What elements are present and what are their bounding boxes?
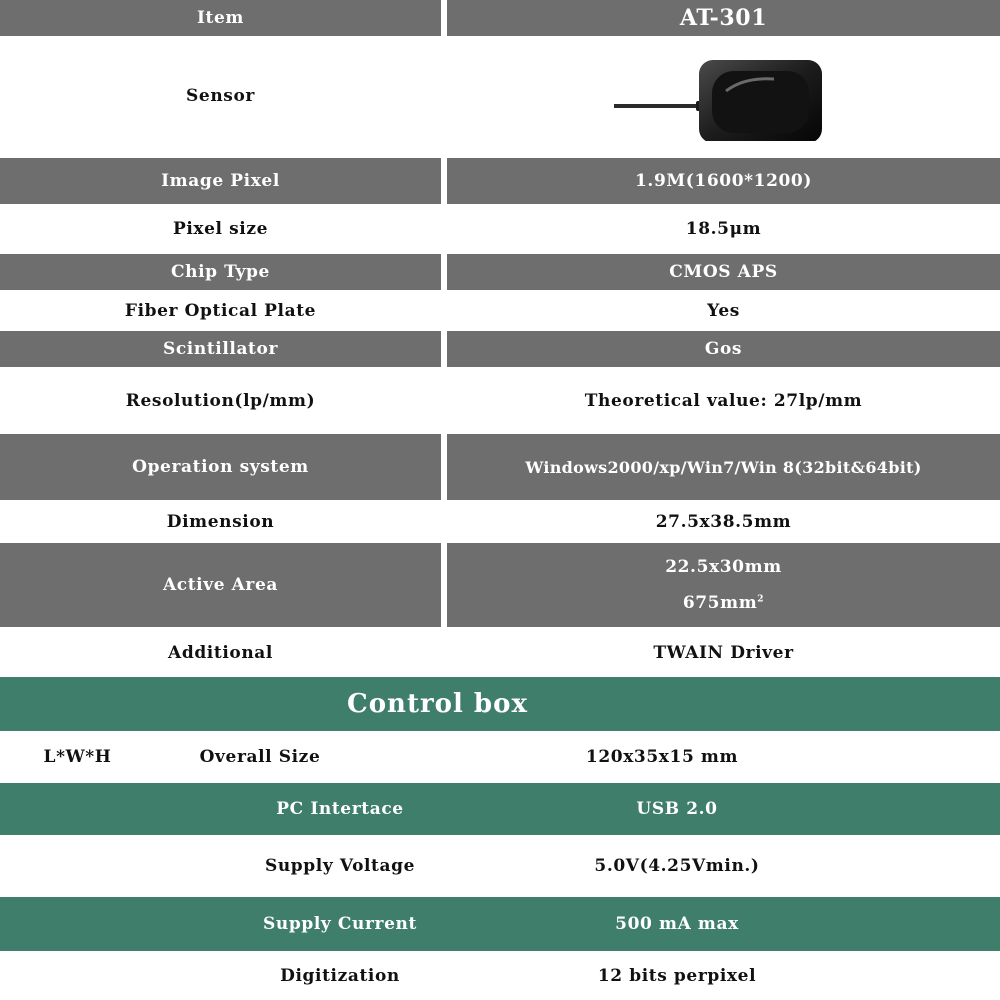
- image-pixel-label: Image Pixel: [0, 158, 441, 204]
- pixel-size-row: [0, 206, 1000, 252]
- digitization-label: Digitization: [280, 965, 400, 986]
- overall-size-label: Overall Size: [199, 747, 321, 767]
- chip-type-label: Chip Type: [0, 254, 441, 290]
- supply-current-label: Supply Current: [263, 914, 417, 934]
- supply-voltage-value: 5.0V(4.25Vmin.): [594, 856, 760, 876]
- fiber-optical-plate-label: Fiber Optical Plate: [0, 292, 441, 330]
- header-row: [0, 0, 1000, 36]
- overall-size-prefix: L*W*H: [43, 747, 112, 767]
- additional-label: Additional: [0, 629, 441, 677]
- image-pixel-value: 1.9M(1600*1200): [447, 158, 1000, 204]
- active-area-size-value: 675mm: [682, 593, 758, 613]
- active-area-dimensions: 22.5x30mm: [665, 557, 782, 577]
- chip-type-value: CMOS APS: [447, 254, 1000, 290]
- pc-interface-row: [0, 783, 1000, 835]
- additional-value: TWAIN Driver: [447, 629, 1000, 677]
- scintillator-row: [0, 331, 1000, 367]
- sensor-label: Sensor: [0, 36, 441, 156]
- model-name: AT-301: [447, 0, 1000, 36]
- sensor-image: [604, 51, 844, 141]
- fiber-optical-plate-row: [0, 292, 1000, 330]
- supply-current-row: [0, 897, 1000, 951]
- sensor-cable: [614, 104, 699, 108]
- scintillator-label: Scintillator: [0, 331, 441, 367]
- supply-current-value: 500 mA max: [615, 914, 739, 934]
- operation-system-row: [0, 434, 1000, 500]
- pc-interface-value: USB 2.0: [636, 799, 718, 819]
- fiber-optical-plate-value: Yes: [447, 292, 1000, 330]
- control-box-header: [0, 677, 1000, 731]
- supply-voltage-label: Supply Voltage: [264, 856, 416, 876]
- pixel-size-label: Pixel size: [0, 206, 441, 252]
- operation-system-value: Windows2000/xp/Win7/Win 8(32bit&64bit): [447, 434, 1000, 500]
- digitization-row: [0, 951, 1000, 1000]
- dimension-row: [0, 502, 1000, 542]
- scintillator-value: Gos: [447, 331, 1000, 367]
- overall-size-value: 120x35x15 mm: [585, 747, 739, 767]
- dimension-label: Dimension: [0, 502, 441, 542]
- active-area-values: [447, 543, 1000, 627]
- active-area-label: Active Area: [0, 543, 441, 627]
- image-pixel-row: [0, 158, 1000, 204]
- resolution-row: [0, 369, 1000, 433]
- control-box-title: Control box: [347, 689, 528, 719]
- active-area-row: [0, 543, 1000, 627]
- additional-row: [0, 629, 1000, 677]
- active-area-size: [683, 593, 764, 613]
- operation-system-label: Operation system: [0, 434, 441, 500]
- active-area-size-exponent: 2: [757, 594, 765, 605]
- overall-size-row: [0, 731, 1000, 783]
- resolution-value: Theoretical value: 27lp/mm: [447, 369, 1000, 433]
- header-label: Item: [0, 0, 441, 36]
- pixel-size-value: 18.5μm: [447, 206, 1000, 252]
- sensor-image-cell: [447, 36, 1000, 156]
- supply-voltage-row: [0, 835, 1000, 897]
- dimension-value: 27.5x38.5mm: [447, 502, 1000, 542]
- sensor-row: [0, 36, 1000, 156]
- chip-type-row: [0, 254, 1000, 290]
- pc-interface-label: PC Intertace: [276, 799, 404, 819]
- resolution-label: Resolution(lp/mm): [0, 369, 441, 433]
- digitization-value: 12 bits perpixel: [597, 965, 757, 986]
